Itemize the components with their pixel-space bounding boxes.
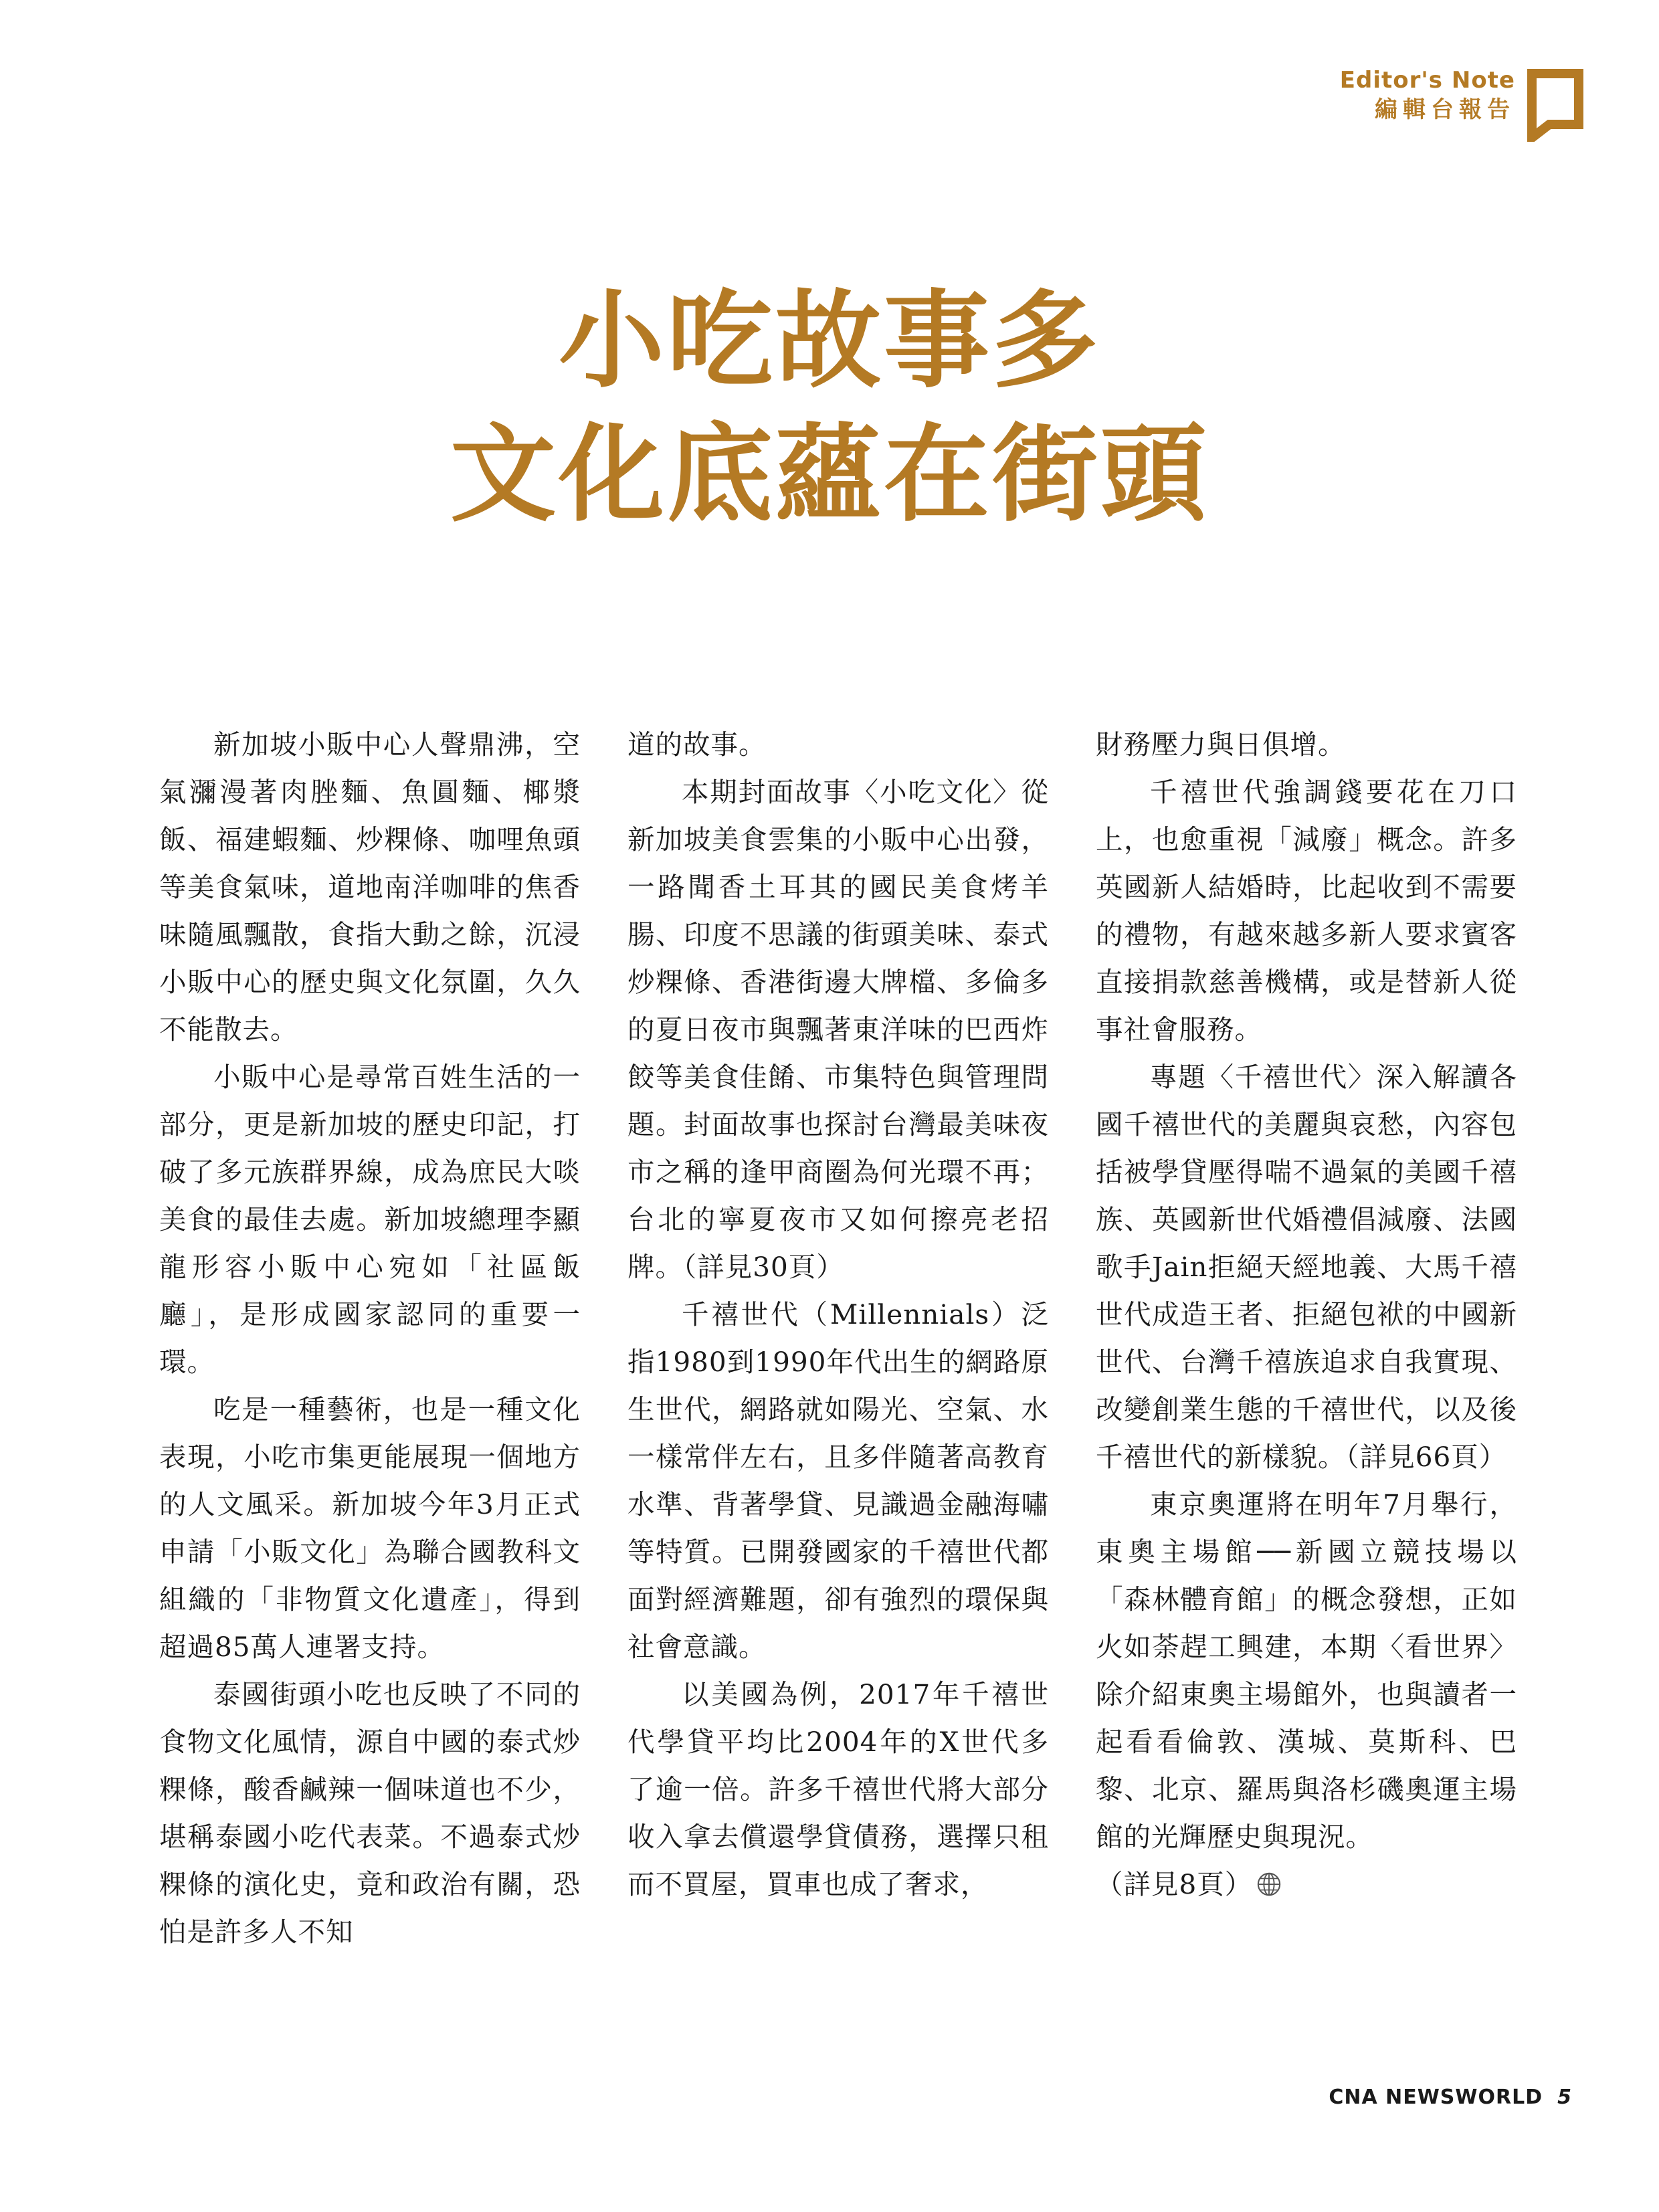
magazine-name: CNA NEWSWORLD <box>1329 2086 1543 2109</box>
paragraph: 以美國為例，2017年千禧世代學貸平均比2004年的X世代多了逾一倍。許多千禧世代將大部分收入拿去償還學貸債務，選擇只租而不買屋，買車也成了奢求， <box>627 1678 1049 1900</box>
globe-icon <box>1256 1872 1282 1897</box>
paragraph-continuation: 道的故事。 <box>627 728 767 761</box>
paragraph: 小販中心是尋常百姓生活的一部分，更是新加坡的歷史印記，打破了多元族群界線，成為庶民大啖美食的最佳去處。新加坡總理李顯龍形容小販中心宛如「社區飯廳」，是形成國家認同的重要一環。 <box>159 1061 581 1378</box>
column-1 <box>159 721 581 1956</box>
paragraph: 千禧世代強調錢要花在刀口上，也愈重視「減廢」概念。許多英國新人結婚時，比起收到不需要的禮物，有越來越多新人要求賓客直接捐款慈善機構，或是替新人從事社會服務。 <box>1096 776 1517 1045</box>
paragraph: 新加坡小販中心人聲鼎沸，空氣瀰漫著肉脞麵、魚圓麵、椰漿飯、福建蝦麵、炒粿條、咖哩魚頭等美食氣味，道地南洋咖啡的焦香味隨風飄散，食指大動之餘，沉浸小販中心的歷史與文化氛圍，久久不能散去。 <box>159 728 581 1045</box>
paragraph: 泰國街頭小吃也反映了不同的食物文化風情，源自中國的泰式炒粿條，酸香鹹辣一個味道也不少，堪稱泰國小吃代表菜。不過泰式炒粿條的演化史，竟和政治有關，恐怕是許多人不知 <box>159 1678 581 1948</box>
paragraph: 千禧世代（Millennials）泛指1980到1990年代出生的網路原生世代，網路就如陽光、空氣、水一樣常伴左右，且多伴隨著高教育水準、背著學貸、見識過金融海嘯等特質。已開發國家的千禧世代都面對經濟難題，卻有強烈的環保與社會意識。 <box>627 1298 1049 1663</box>
column-2 <box>627 721 1049 1908</box>
paragraph: 專題〈千禧世代〉深入解讀各國千禧世代的美麗與哀愁，內容包括被學貸壓得喘不過氣的美國千禧族、英國新世代婚禮倡減廢、法國歌手Jain拒絕天經地義、大馬千禧世代成造王者、拒絕包袱的中國新世代、台灣千禧族追求自我實現、改變創業生態的千禧世代，以及後千禧世代的新樣貌。（詳見66頁） <box>1096 1061 1517 1473</box>
title-line-2: 文化底蘊在街頭 <box>450 413 1209 536</box>
page-reference: （詳見8頁） <box>1096 1868 1253 1900</box>
speech-bubble-icon <box>1527 68 1584 142</box>
page-footer <box>1329 2086 1572 2109</box>
section-label-en: Editor's Note <box>1339 67 1515 94</box>
paragraph: 吃是一種藝術，也是一種文化表現，小吃市集更能展現一個地方的人文風采。新加坡今年3月正式申請「小販文化」為聯合國教科文組織的「非物質文化遺產」，得到超過85萬人連署支持。 <box>159 1393 581 1663</box>
paragraph: 本期封面故事〈小吃文化〉從新加坡美食雲集的小販中心出發，一路聞香土耳其的國民美食烤羊腸、印度不思議的街頭美味、泰式炒粿條、香港街邊大牌檔、多倫多的夏日夜市與飄著東洋味的巴西炸餃等美食佳餚、市集特色與管理問題。封面故事也探討台灣最美味夜市之稱的逢甲商圈為何光環不再；台北的寧夏夜市又如何擦亮老招牌。（詳見30頁） <box>627 776 1049 1283</box>
paragraph: 東京奧運將在明年7月舉行，東奧主場館──新國立競技場以「森林體育館」的概念發想，正如火如荼趕工興建，本期〈看世界〉除介紹東奧主場館外，也與讀者一起看看倫敦、漢城、莫斯科、巴黎、北京、羅馬與洛杉磯奧運主場館的光輝歷史與現況。 <box>1096 1488 1517 1853</box>
page-number: 5 <box>1557 2086 1572 2109</box>
title-line-1: 小吃故事多 <box>559 279 1100 403</box>
page-title <box>0 274 1659 542</box>
column-3 <box>1096 721 1517 1908</box>
paragraph-tail <box>1096 1861 1517 1908</box>
article-body <box>159 721 1537 2112</box>
section-label-zh: 編輯台報告 <box>1375 96 1515 123</box>
paragraph-continuation: 財務壓力與日俱增。 <box>1096 728 1346 761</box>
section-header <box>1340 66 1515 124</box>
